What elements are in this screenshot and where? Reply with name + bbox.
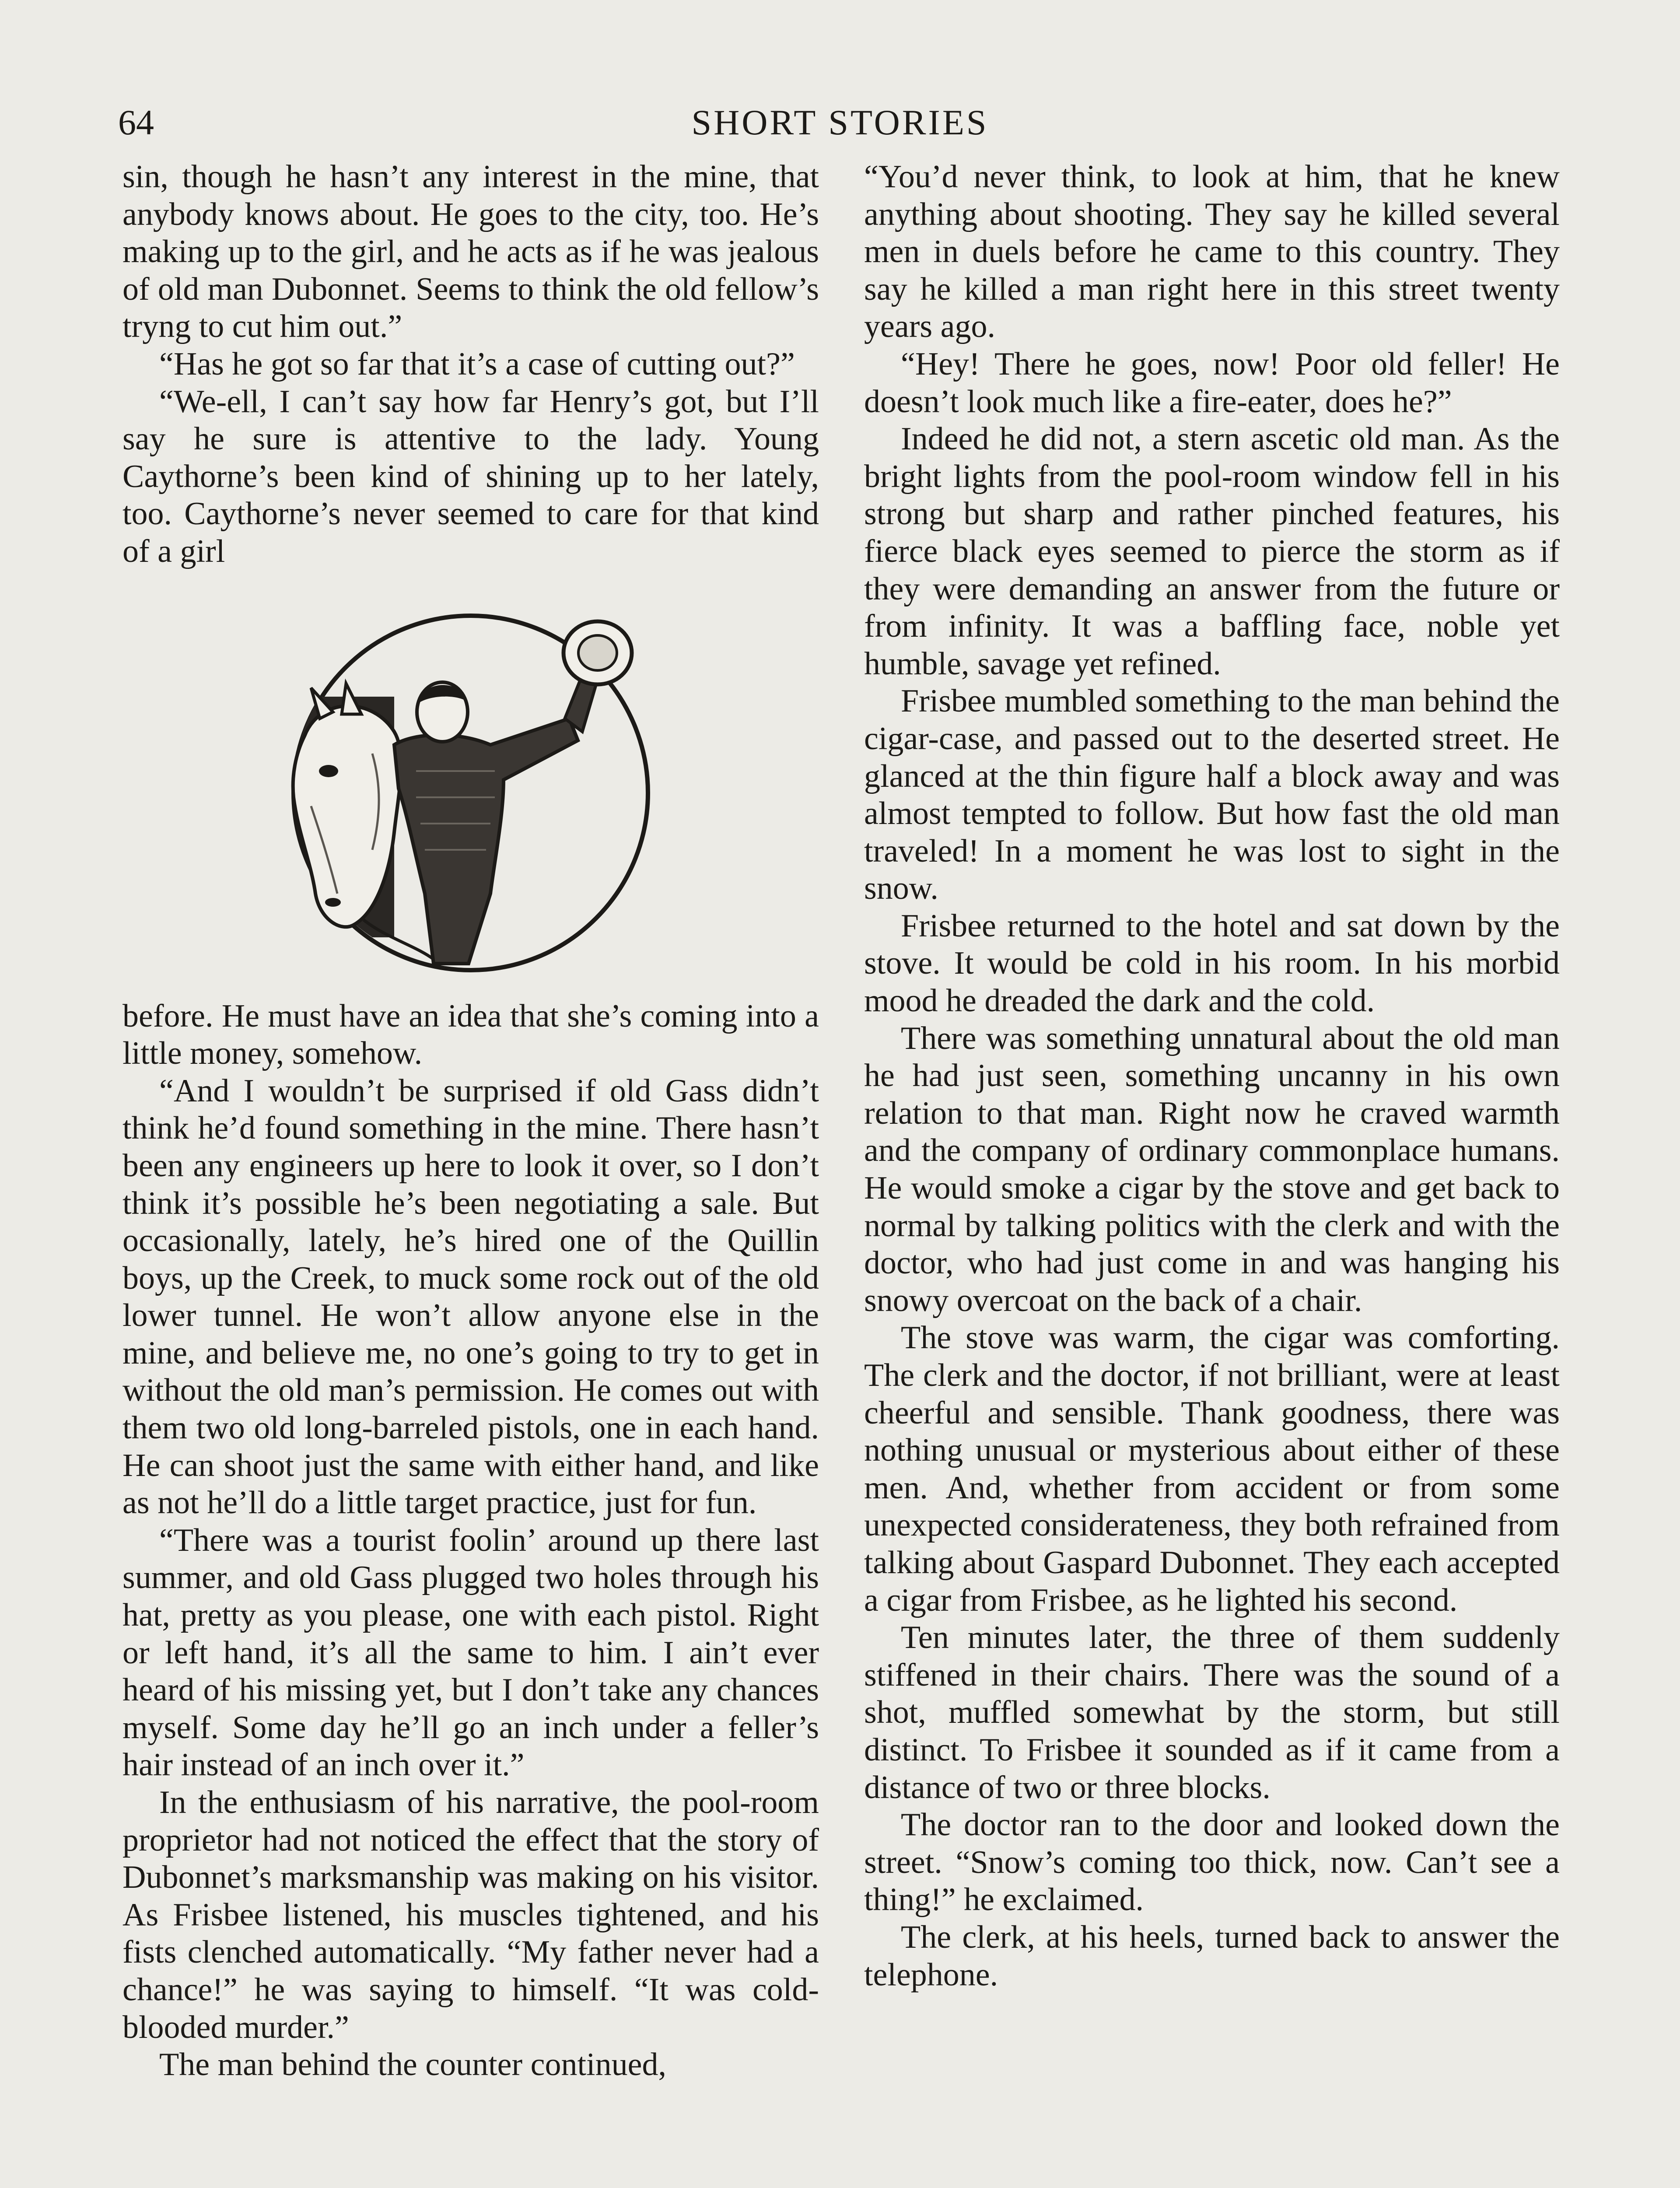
paragraph: Ten minutes later, the three of them suddenly stiffened in their chairs. There was the sound of a shot, muffled somewhat by the storm, but still distinct. To Frisbee it sounded as if it came from a distance of two or three blocks. — [864, 1620, 1560, 1806]
illustration — [122, 587, 819, 981]
paragraph: In the enthusiasm of his narrative, the pool-room proprietor had not noticed the effect that the story of Dubonnet’s marksmanship was making on his visitor. As Frisbee listened, his muscles tightened, and his fists clenched automatically. “My father never had a chance!” he was saying to himself. “It was cold-blooded murder.” — [122, 1785, 819, 2045]
right-column-text — [864, 158, 1560, 1994]
page-number: 64 — [118, 102, 154, 142]
paragraph: sin, though he hasn’t any interest in the mine, that anybody knows about. He goes to the city, too. He’s making up to the girl, and he acts as if he was jealous of old man Dubonnet. Seems to think the old fellow’s tryng to cut him out.” — [122, 159, 819, 345]
paragraph: The stove was warm, the cigar was comforting. The clerk and the doctor, if not brilliant, were at least cheerful and sensible. Thank goodness, there was nothing unusual or mysterious about either of these men. And, whether from accident or from some unexpected considerateness, they both refrained from talking about Gaspard Dubonnet. They each accepted a cigar from Frisbee, as he lighted his second. — [864, 1320, 1560, 1618]
paragraph: Frisbee returned to the hotel and sat down by the stove. It would be cold in his room. In his morbid mood he dreaded the dark and the cold. — [864, 908, 1560, 1019]
paragraph: There was something unnatural about the old man he had just seen, something uncanny in his own relation to that man. Right now he craved warmth and the company of ordinary commonplace humans. He would smoke a cigar by the stove and get back to normal by talking politics with the clerk and with the doctor, who had just come in and was hanging his snowy overcoat on the back of a chair. — [864, 1020, 1560, 1318]
paragraph: Indeed he did not, a stern ascetic old man. As the bright lights from the pool-room window fell in his strong but sharp and rather pinched features, his fierce black eyes seemed to pierce the storm as if they were demanding an answer from the future or from infinity. It was a baffling face, noble yet humble, savage yet refined. — [864, 421, 1560, 682]
paragraph: before. He must have an idea that she’s coming into a little money, somehow. — [122, 998, 819, 1072]
running-head: SHORT STORIES — [691, 102, 989, 142]
paragraph: “Hey! There he goes, now! Poor old feller! He doesn’t look much like a fire-eater, does he?” — [864, 346, 1560, 420]
paragraph: The clerk, at his heels, turned back to answer the telephone. — [864, 1919, 1560, 1993]
man-with-horse-waving-hat-illustration — [189, 587, 753, 981]
left-column — [122, 158, 819, 2084]
paragraph: Frisbee mumbled something to the man behind the cigar-case, and passed out to the deserted street. He glanced at the thin figure half a block away and was almost tempted to follow. But how fast the old man traveled! In a moment he was lost to sight in the snow. — [864, 683, 1560, 907]
left-column-text-before-illustration — [122, 158, 819, 571]
paragraph: The man behind the counter continued, — [159, 2047, 666, 2083]
paragraph: “And I wouldn’t be surprised if old Gass didn’t think he’d found something in the mine. There hasn’t been any engineers up here to look it over, so I don’t think it’s possible he’s been negotiating a sale. But occasionally, lately, he’s hired one of the Quillin boys, up the Creek, to muck some rock out of the old lower tunnel. He won’t allow anyone else in the mine, and believe me, no one’s going to try to get in without the old man’s permission. He comes out with them two old long-barreled pistols, one in each hand. He can shoot just the same with either hand, and like as not he’ll do a little target practice, just for fun. — [122, 1073, 819, 1521]
paragraph: “There was a tourist foolin’ around up there last summer, and old Gass plugged two holes through his hat, pretty as you please, one with each pistol. Right or left hand, it’s all the same to him. I ain’t ever heard of his missing yet, but I don’t take any chances myself. Some day he’ll go an inch under a feller’s hair instead of an inch over it.” — [122, 1522, 819, 1783]
right-column — [864, 158, 1560, 1994]
left-column-text-after-illustration — [122, 998, 819, 2084]
paragraph: The doctor ran to the door and looked down the street. “Snow’s coming too thick, now. Can’t see a thing!” he exclaimed. — [864, 1807, 1560, 1918]
paragraph: “Has he got so far that it’s a case of cutting out?” — [159, 346, 795, 382]
paragraph: “You’d never think, to look at him, that he knew anything about shooting. They say he killed several men in duels before he came to this country. They say he killed a man right here in this street twenty years ago. — [864, 159, 1560, 345]
page-header — [118, 98, 1562, 147]
paragraph: “We-ell, I can’t say how far Henry’s got, but I’ll say he sure is attentive to the lady. Young Caythorne’s been kind of shining up to her lately, too. Caythorne’s never seemed to care for that kind of a girl — [122, 383, 819, 569]
